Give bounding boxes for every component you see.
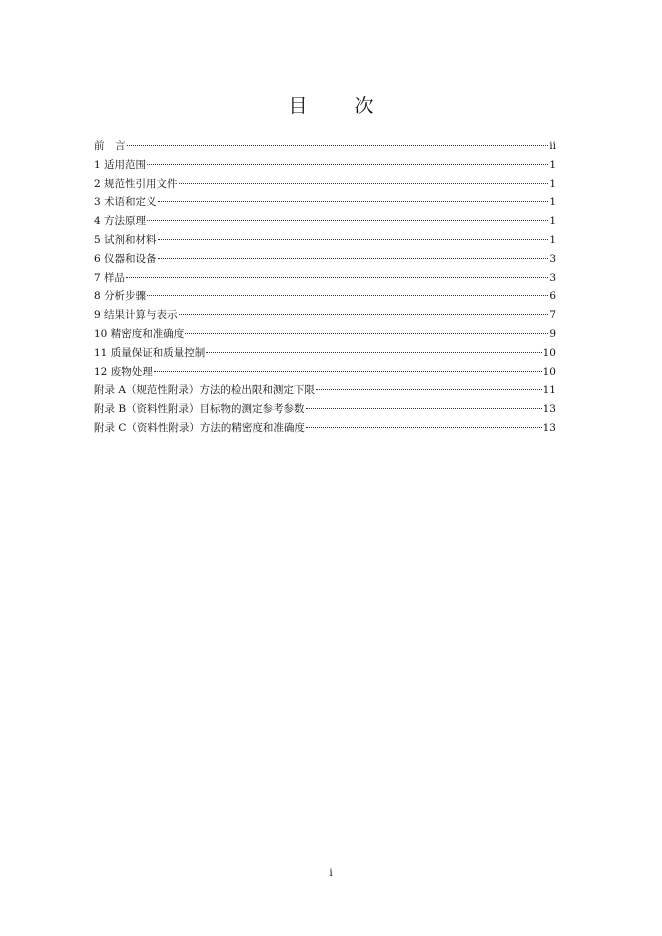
toc-entry-page: 1 (549, 233, 556, 246)
toc-entry-reagents[interactable] (94, 231, 556, 250)
toc-entry-page: 7 (549, 309, 556, 322)
toc-entry-label: 附录 C（资料性附录）方法的精密度和准确度 (94, 421, 305, 434)
toc-entry-page: 9 (549, 327, 556, 340)
toc-dot-leader (306, 427, 542, 428)
toc-entry-page: 13 (542, 421, 556, 434)
toc-entry-label: 10 精密度和准确度 (94, 327, 185, 340)
toc-entry-page: 13 (542, 403, 556, 416)
toc-entry-page: 3 (549, 252, 556, 265)
toc-entry-page: ii (549, 140, 556, 152)
toc-entry-foreword[interactable] (94, 137, 556, 156)
toc-entry-analysis-steps[interactable] (94, 287, 556, 306)
toc-dot-leader (158, 201, 549, 202)
toc-dot-leader (206, 352, 541, 353)
toc-entry-page: 1 (549, 196, 556, 209)
toc-dot-leader (158, 258, 549, 259)
toc-dot-leader (154, 371, 542, 372)
toc-entry-page: 3 (549, 271, 556, 284)
toc-entry-page: 10 (542, 365, 556, 378)
toc-entry-samples[interactable] (94, 269, 556, 288)
toc-entry-label: 3 术语和定义 (94, 196, 157, 209)
toc-entry-label: 前 言 (94, 140, 126, 152)
toc-dot-leader (316, 389, 542, 390)
toc-entry-quality-control[interactable] (94, 344, 556, 363)
toc-dot-leader (179, 183, 549, 184)
toc-entry-label: 2 规范性引用文件 (94, 177, 178, 190)
toc-entry-label: 附录 B（资料性附录）目标物的测定参考参数 (94, 403, 305, 416)
footer-page-number: i (329, 867, 333, 879)
toc-entry-principle[interactable] (94, 212, 556, 231)
toc-entry-page: 1 (549, 215, 556, 228)
table-of-contents (94, 137, 556, 438)
toc-dot-leader (126, 277, 548, 278)
toc-entry-annex-a[interactable] (94, 381, 556, 400)
toc-entry-annex-c[interactable] (94, 419, 556, 438)
toc-entry-label: 1 适用范围 (94, 158, 147, 171)
toc-entry-label: 7 样品 (94, 271, 126, 284)
toc-entry-page: 1 (549, 177, 556, 190)
toc-entry-label: 9 结果计算与表示 (94, 309, 178, 322)
toc-entry-waste-disposal[interactable] (94, 363, 556, 382)
toc-entry-label: 12 废物处理 (94, 365, 153, 378)
toc-entry-scope[interactable] (94, 156, 556, 175)
toc-entry-label: 5 试剂和材料 (94, 233, 157, 246)
toc-entry-normative-references[interactable] (94, 175, 556, 194)
toc-entry-label: 4 方法原理 (94, 215, 147, 228)
toc-dot-leader (147, 164, 548, 165)
toc-dot-leader (185, 333, 548, 334)
toc-entry-label: 11 质量保证和质量控制 (94, 346, 206, 359)
toc-entry-apparatus[interactable] (94, 250, 556, 269)
toc-dot-leader (306, 408, 542, 409)
toc-entry-page: 11 (542, 384, 556, 397)
toc-entry-label: 8 分析步骤 (94, 290, 147, 303)
toc-entry-annex-b[interactable] (94, 400, 556, 419)
toc-entry-precision-accuracy[interactable] (94, 325, 556, 344)
toc-entry-label: 附录 A（规范性附录）方法的检出限和测定下限 (94, 384, 315, 397)
toc-entry-results[interactable] (94, 306, 556, 325)
toc-dot-leader (147, 220, 548, 221)
toc-dot-leader (127, 145, 549, 146)
toc-entry-label: 6 仪器和设备 (94, 252, 157, 265)
toc-entry-page: 1 (549, 158, 556, 171)
toc-entry-page: 10 (542, 346, 556, 359)
toc-dot-leader (147, 295, 548, 296)
toc-entry-terms-definitions[interactable] (94, 193, 556, 212)
page-title: 目 次 (288, 95, 388, 117)
toc-entry-page: 6 (549, 290, 556, 303)
toc-dot-leader (158, 239, 549, 240)
toc-dot-leader (179, 314, 549, 315)
